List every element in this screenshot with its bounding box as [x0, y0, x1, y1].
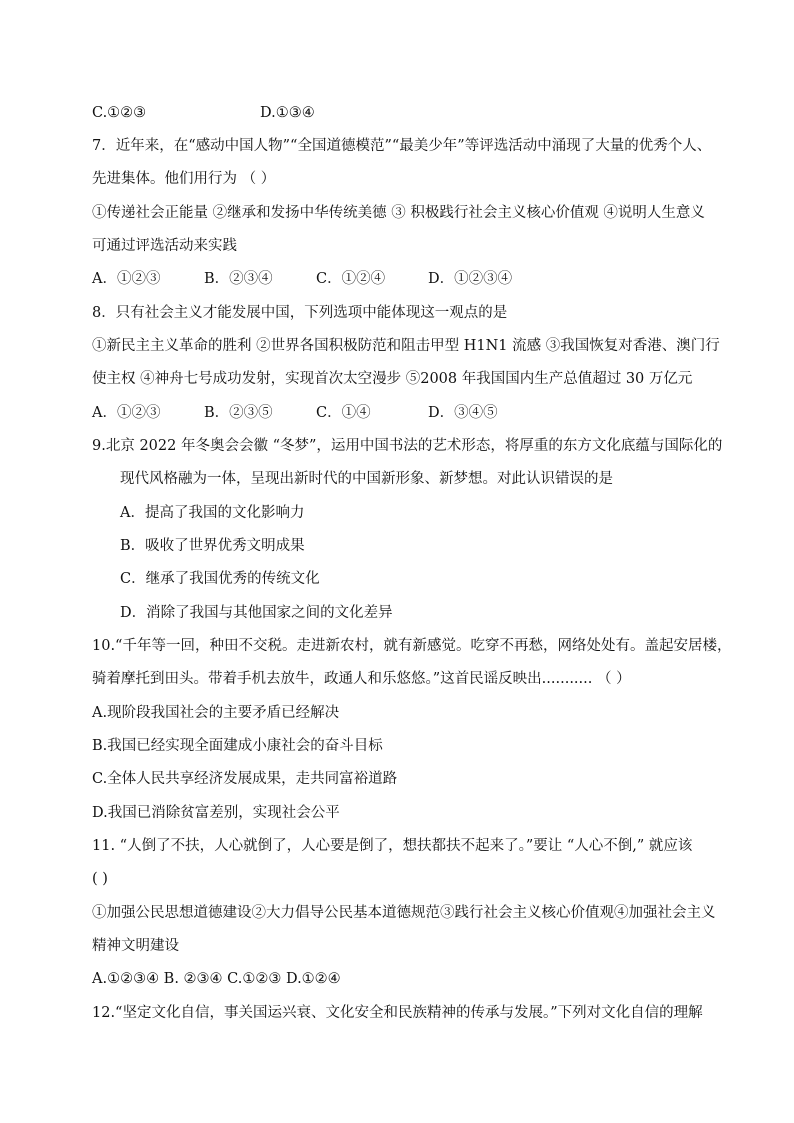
q9-option-d: D．消除了我国与其他国家之间的文化差异 — [120, 605, 393, 621]
q9-option-a: A．提高了我国的文化影响力 — [120, 505, 305, 521]
q10-stem-line-2: 骑着摩托到田头。带着手机去放牛，政通人和乐悠悠。”这首民谣反映出........... （ ） — [92, 671, 631, 687]
q11-options: A.①②③④ B. ②③④ C.①②③ D.①②④ — [92, 971, 341, 987]
q10-option-d: D.我国已消除贫富差别，实现社会公平 — [92, 805, 340, 821]
q11-stem-line-2: ( ) — [92, 871, 108, 887]
q7-option-b: B．②③④ — [204, 271, 273, 287]
q9-stem-line-1: 9.北京 2022 年冬奥会会徽 “冬梦”，运用中国书法的艺术形态，将厚重的东方文化底蕴与国际化的 — [92, 438, 723, 454]
q9-stem-line-2: 现代风格融为一体，呈现出新时代的中国新形象、新梦想。对此认识错误的是 — [120, 471, 613, 487]
q11-items-line-1: ①加强公民思想道德建设②大力倡导公民基本道德规范③践行社会主义核心价值观④加强社会主义 — [92, 905, 716, 921]
q7-option-c: C．①②④ — [316, 271, 386, 287]
q7-option-d: D．①②③④ — [428, 271, 513, 287]
q10-option-a: A.现阶段我国社会的主要矛盾已经解决 — [92, 705, 340, 721]
q8-items-line-2: 使主权 ④神舟七号成功发射，实现首次太空漫步 ⑤2008 年我国国内生产总值超过 30 万亿元 — [92, 371, 693, 387]
q11-items-line-2: 精神文明建设 — [92, 938, 179, 954]
q8-option-c: C．①④ — [316, 405, 371, 421]
q8-stem: 8．只有社会主义才能发展中国，下列选项中能体现这一观点的是 — [92, 305, 508, 321]
q8-option-d: D．③④⑤ — [428, 405, 498, 421]
q9-option-c: C．继承了我国优秀的传统文化 — [120, 571, 320, 587]
q7-items-line-2: 可通过评选活动来实践 — [92, 238, 237, 254]
q7-stem-line-1: 7．近年来，在“感动中国人物”“全国道德模范”“最美少年”等评选活动中涌现了大量的优秀个人、 — [92, 138, 712, 154]
q7-items-line-1: ①传递社会正能量 ②继承和发扬中华传统美德 ③ 积极践行社会主义核心价值观 ④说明人生意义 — [92, 205, 705, 221]
q6-option-c: C.①②③ — [92, 105, 147, 121]
q6-option-d: D.①③④ — [260, 105, 315, 121]
q12-stem-line-1: 12.“坚定文化自信，事关国运兴衰、文化安全和民族精神的传承与发展。”下列对文化自信的理解 — [92, 1005, 703, 1021]
q10-option-c: C.全体人民共享经济发展成果，走共同富裕道路 — [92, 771, 398, 787]
q10-option-b: B.我国已经实现全面建成小康社会的奋斗目标 — [92, 738, 383, 754]
q9-option-b: B．吸收了世界优秀文明成果 — [120, 538, 305, 554]
q11-stem-line-1: 11. “人倒了不扶，人心就倒了，人心要是倒了，想扶都扶不起来了。”要让 “人心不倒,” 就应该 — [92, 838, 693, 854]
q7-option-a: A．①②③ — [92, 271, 161, 287]
q8-option-b: B．②③⑤ — [204, 405, 273, 421]
q7-stem-line-2: 先进集体。他们用行为 （ ） — [92, 171, 276, 187]
q8-option-a: A．①②③ — [92, 405, 161, 421]
q10-stem-line-1: 10.“千年等一回，种田不交税。走进新农村，就有新感觉。吃穿不再愁，网络处处有。盖起安居楼， — [92, 638, 732, 654]
q8-items-line-1: ①新民主主义革命的胜利 ②世界各国积极防范和阻击甲型 H1N1 流感 ③我国恢复对香港、澳门行 — [92, 338, 720, 354]
